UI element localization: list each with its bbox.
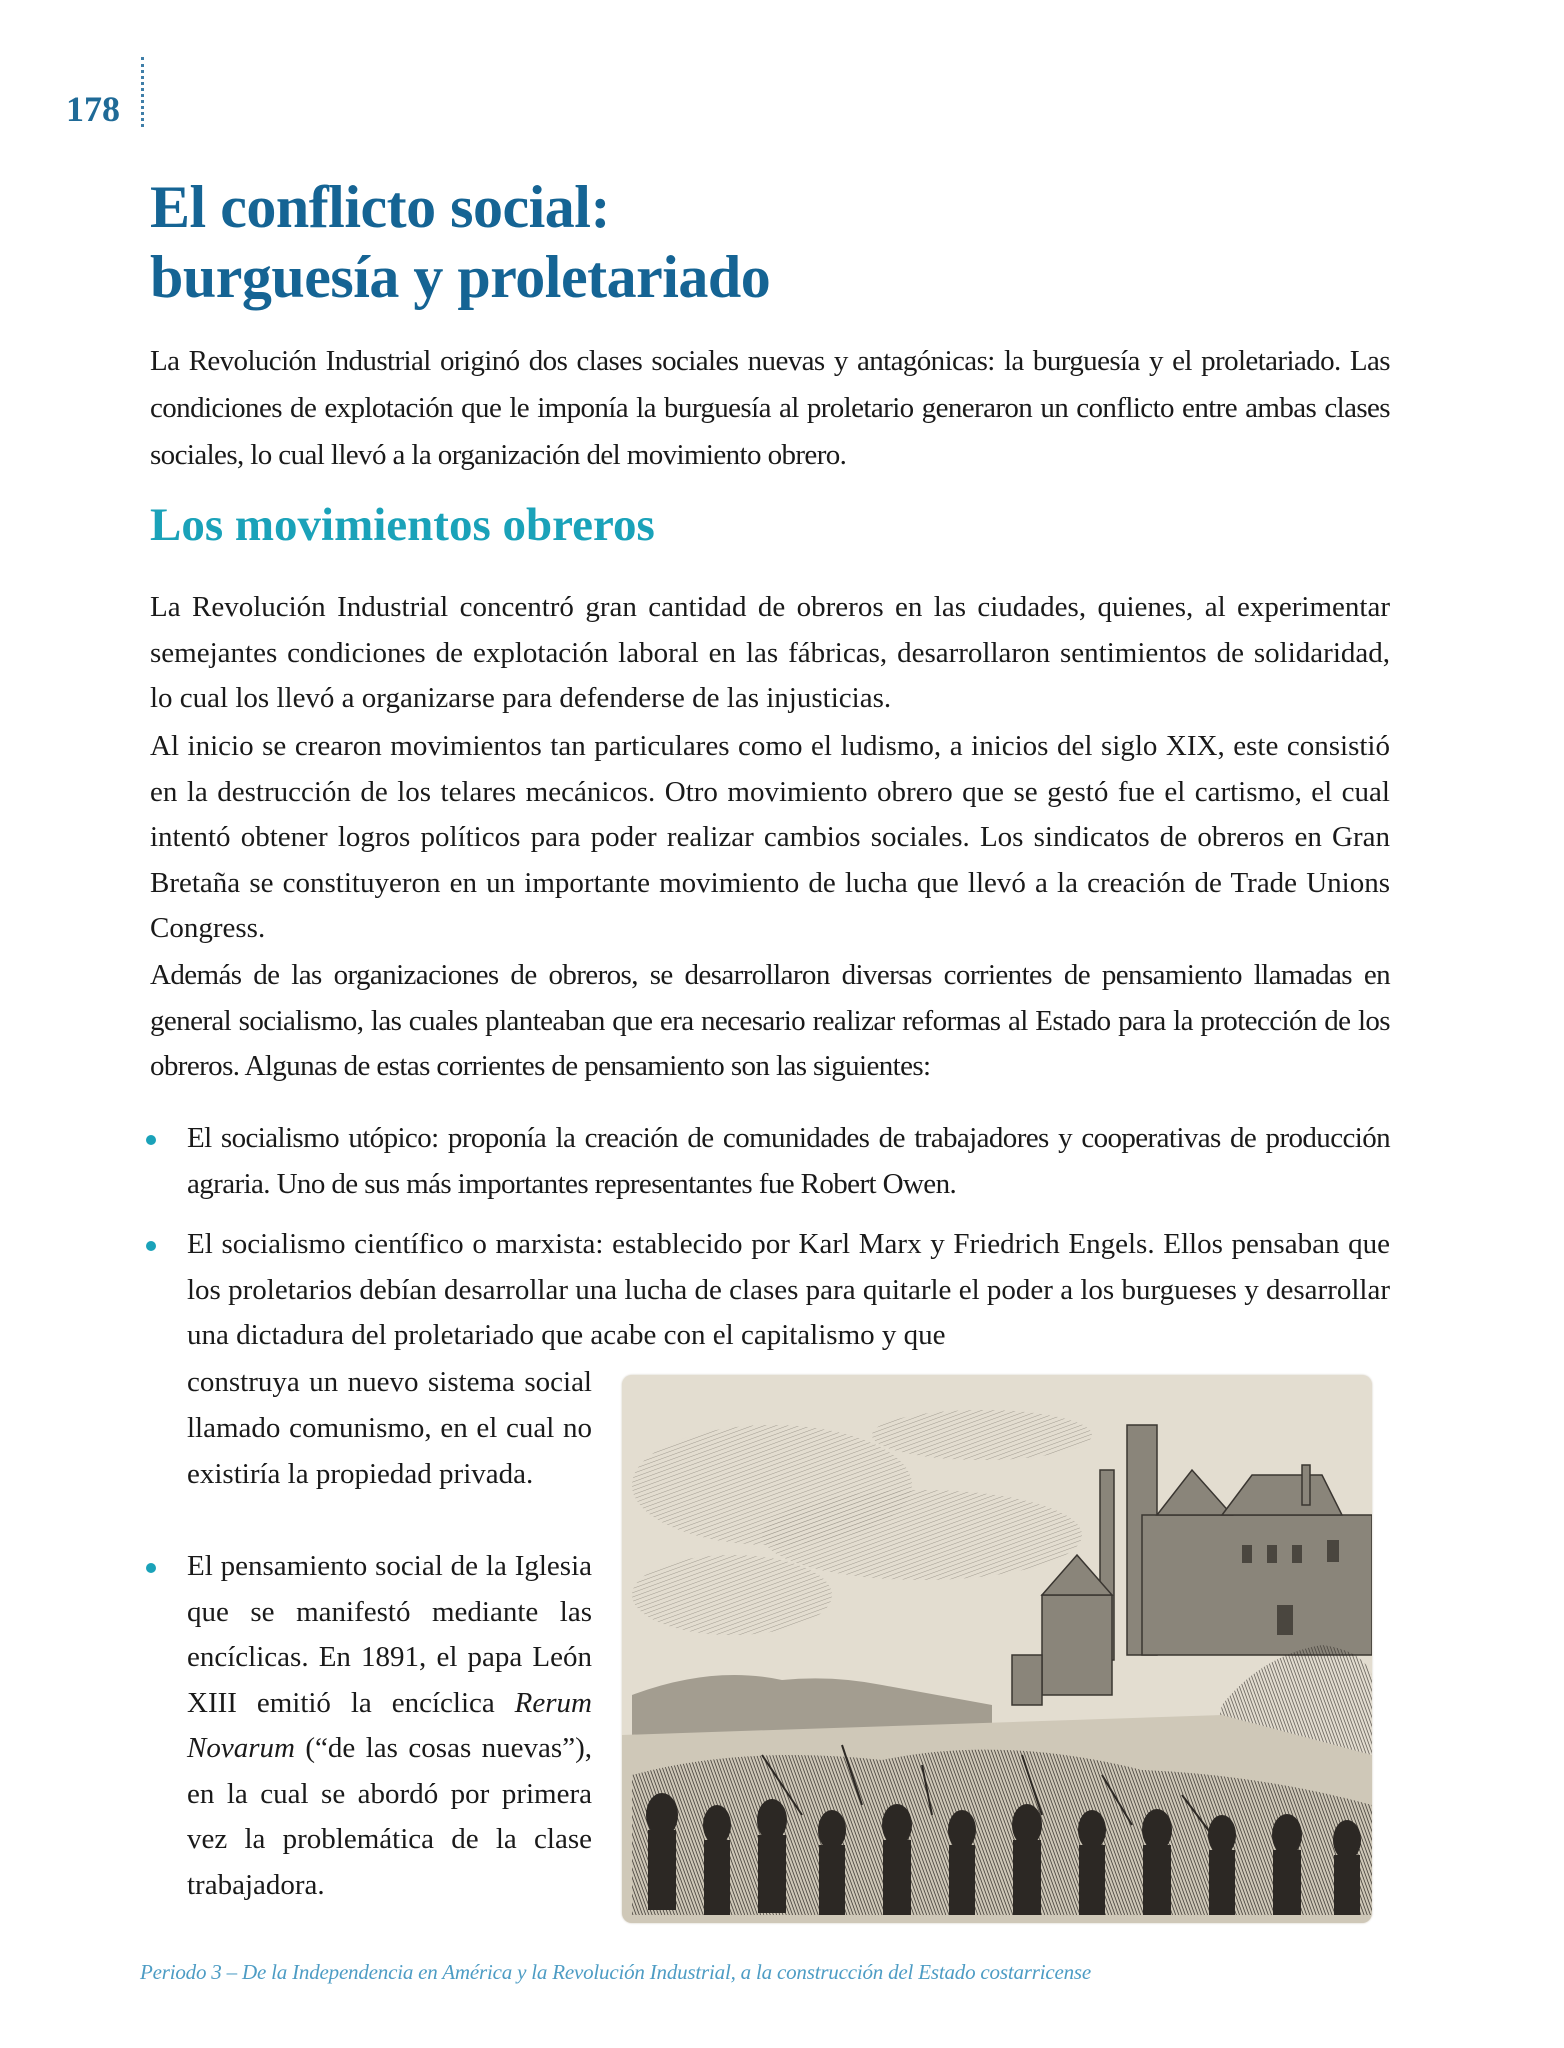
page-title-line-1: El conflicto social:	[150, 174, 610, 240]
intro-paragraph: La Revolución Industrial originó dos clases sociales nuevas y antagónicas: la burguesía y el proletariado. Las condiciones de explotación que le imponía la burguesía al proletario generaron un conflicto entre ambas clases sociales, lo cual llevó a la organización del movimiento obrero.	[150, 345, 1390, 471]
engraving-image	[622, 1375, 1372, 1923]
page-title-line-2: burguesía y proletariado	[150, 244, 771, 310]
bullet-text-part: El pensamiento social de la Iglesia que se manifestó mediante las encíclicas. En 1891, el papa León XIII emitió la encíclica	[187, 1550, 592, 1719]
bullet-icon	[146, 1563, 156, 1573]
bullet-text	[187, 1544, 592, 1908]
page-title	[150, 172, 770, 312]
encyclical-title: Rerum Novarum	[187, 1686, 592, 1764]
bullet-icon	[146, 1135, 156, 1145]
bullet-text: El socialismo utópico: proponía la creación de comunidades de trabajadores y cooperativas de producción agraria. Uno de sus más importantes representantes fue Robert Owen.	[187, 1122, 1390, 1200]
page-footer: Periodo 3 – De la Independencia en América y la Revolución Industrial, a la construcción del Estado costarricense	[140, 1960, 1091, 1984]
paragraph-3: Además de las organizaciones de obreros, se desarrollaron diversas corrientes de pensamiento llamadas en general socialismo, las cuales planteaban que era necesario realizar reformas al Estado para la protección de los obreros. Algunas de estas corrientes de pensamiento son las siguientes:	[150, 959, 1390, 1082]
page-number-divider	[141, 57, 144, 127]
paragraph-1: La Revolución Industrial concentró gran cantidad de obreros en las ciudades, quienes, al experimentar semejantes condiciones de explotación laboral en las fábricas, desarrollaron sentimientos de solidaridad, lo cual los llevó a organizarse para defenderse de las injusticias.	[150, 591, 1390, 714]
bullet-text-part: (“de las cosas nuevas”), en la cual se abordó por primera vez la problemática de la clase trabajadora.	[187, 1732, 592, 1901]
paragraph-2: Al inicio se crearon movimientos tan particulares como el ludismo, a inicios del siglo XIX, este consistió en la destrucción de los telares mecánicos. Otro movimiento obrero que se gestó fue el cartismo, el cual intentó obtener logros políticos para poder realizar cambios sociales. Los sindicatos de obreros en Gran Bretaña se constituyeron en un importante movimiento de lucha que llevó a la creación de Trade Unions Congress.	[150, 730, 1390, 944]
page-number: 178	[66, 89, 120, 129]
workers-protest-illustration	[622, 1375, 1372, 1923]
section-heading: Los movimientos obreros	[150, 499, 655, 551]
bullet-text: El socialismo científico o marxista: establecido por Karl Marx y Friedrich Engels. Ellos pensaban que los proletarios debían desarrollar una lucha de clases para quitarle el poder a los burgueses y desarrollar una dictadura del proletariado que acabe con el capitalismo y que	[187, 1228, 1390, 1351]
bullet-icon	[146, 1241, 156, 1251]
bullet-text-continuation: construya un nuevo sistema social llamado comunismo, en el cual no existiría la propiedad privada.	[187, 1366, 592, 1490]
